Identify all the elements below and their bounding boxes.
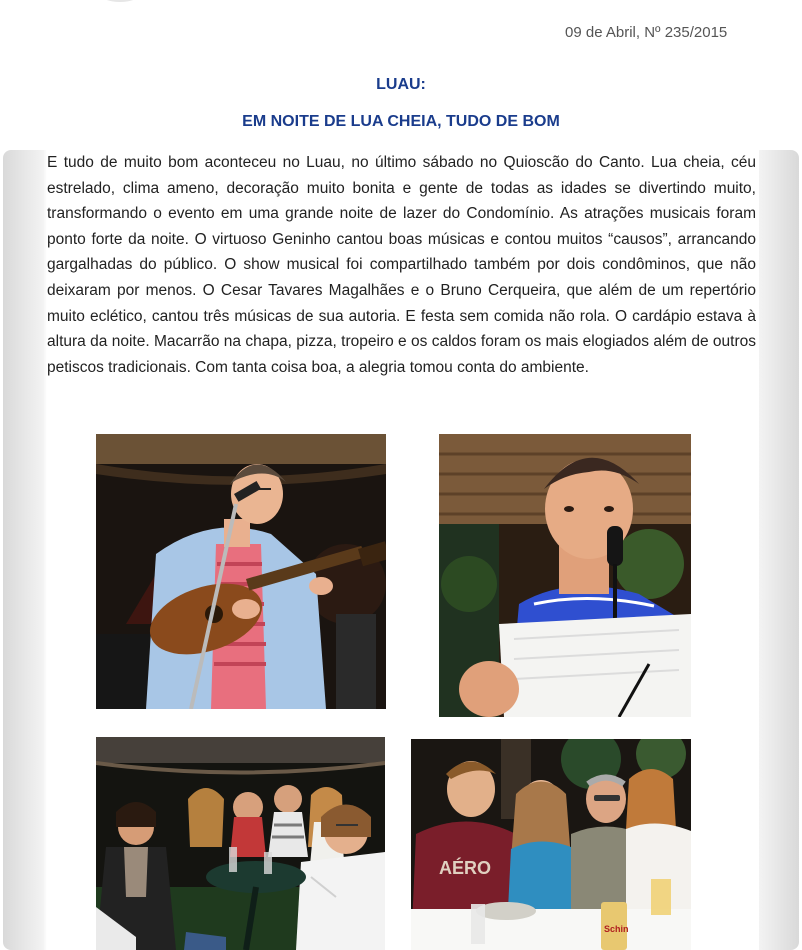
- issue-date: 09 de Abril, Nº 235/2015: [565, 24, 728, 41]
- photo-young-singer[interactable]: [439, 434, 691, 717]
- article-title: LUAU:: [376, 76, 426, 93]
- photo-friends-table[interactable]: [411, 739, 691, 950]
- header-decoration: [100, 0, 140, 2]
- article-subtitle: EM NOITE DE LUA CHEIA, TUDO DE BOM: [242, 113, 560, 130]
- shirt-text: AÉRO: [439, 858, 492, 878]
- article-body: E tudo de muito bom aconteceu no Luau, no último sábado no Quioscão do Canto. Lua cheia, céu estrelado, clima ameno, decoração muito bonita e gente de todas as idades se divertindo muito, transformando o evento em uma grande noite de lazer do Condomínio. As atrações musicais foram ponto forte da noite. O virtuoso Geninho cantou boas músicas e contou muitos “causos”, arrancando gargalhadas do público. O show musical foi compartilhado também por dois condôminos, que não deixaram por menos. O Cesar Tavares Magalhães e o Bruno Cerqueira, que além de um repertório muito eclético, cantou três músicas de sua autoria. E festa sem comida não rola. O cardápio estava à altura da noite. Macarrão na chapa, pizza, tropeiro e os caldos foram os mais elogiados além de outros petiscos tradicionais. Com tanta coisa boa, a alegria tomou conta do ambiente.: [47, 154, 756, 376]
- photo-group-table[interactable]: [96, 737, 385, 950]
- photo-guitarist[interactable]: [96, 434, 386, 709]
- can-label: Schin: [604, 924, 629, 934]
